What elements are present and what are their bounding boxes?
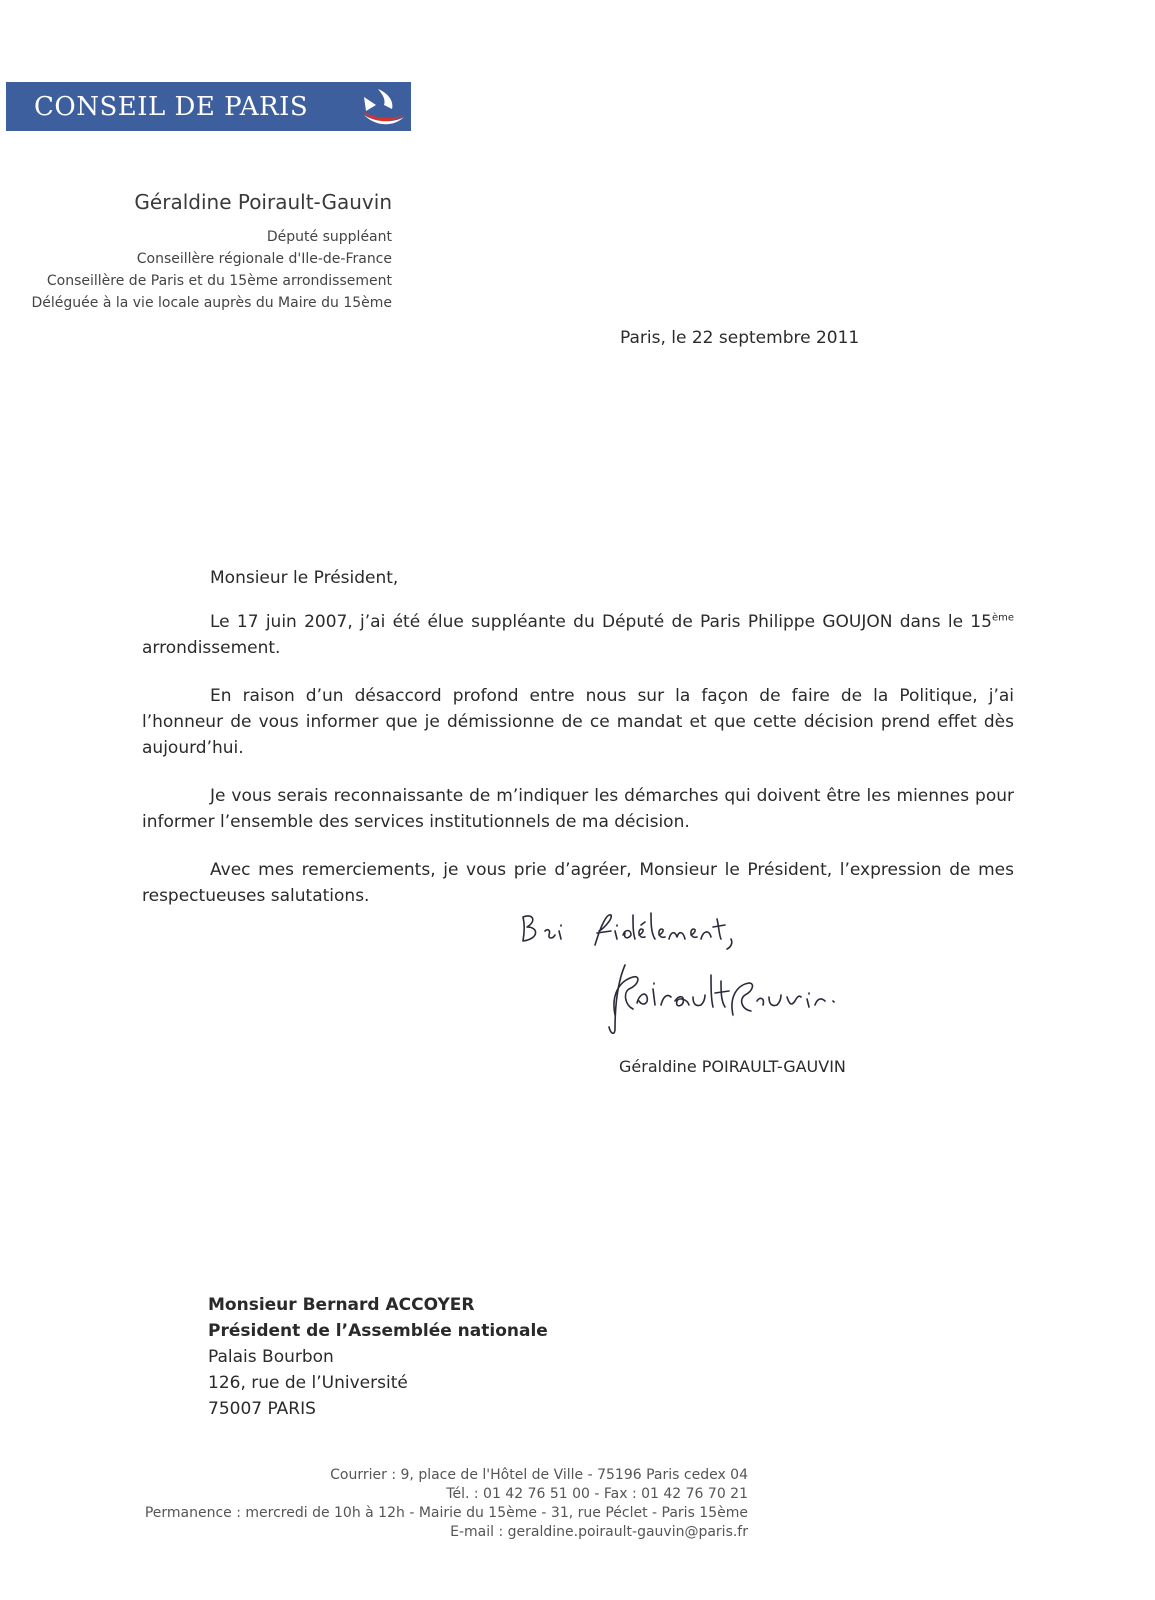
recipient-address-line: 126, rue de l’Université xyxy=(208,1373,408,1393)
handwritten-signature xyxy=(515,905,895,1035)
footer-email: E-mail : geraldine.poirault-gauvin@paris.fr xyxy=(450,1524,748,1540)
letter-date: Paris, le 22 septembre 2011 xyxy=(620,328,860,348)
recipient-address-line: Palais Bourbon xyxy=(208,1347,334,1367)
recipient-title: Président de l’Assemblée nationale xyxy=(208,1321,548,1341)
sender-title-line: Conseillère de Paris et du 15ème arrondissement xyxy=(46,273,392,289)
signer-name: Géraldine POIRAULT-GAUVIN xyxy=(619,1057,846,1076)
sender-block xyxy=(31,190,392,314)
paragraph-1 xyxy=(142,609,1014,661)
banner-title: CONSEIL DE PARIS xyxy=(34,91,309,122)
letter-body xyxy=(142,565,1014,931)
paragraph-1-text: Le 17 juin 2007, j’ai été élue suppléante du Député de Paris Philippe GOUJON dans le 15 xyxy=(210,612,992,632)
footer-office-hours: Permanence : mercredi de 10h à 12h - Mairie du 15ème - 31, rue Péclet - Paris 15ème xyxy=(144,1505,748,1521)
sender-title-line: Déléguée à la vie locale auprès du Maire du 15ème xyxy=(31,295,392,311)
paris-ship-emblem-icon xyxy=(358,85,410,128)
recipient-block xyxy=(208,1292,548,1422)
paragraph-3: Je vous serais reconnaissante de m’indiquer les démarches qui doivent être les miennes pour informer l’ensemble des services institutionnels de ma décision. xyxy=(142,786,1014,832)
sender-title-line: Conseillère régionale d'Ile-de-France xyxy=(136,251,392,267)
sender-name: Géraldine Poirault-Gauvin xyxy=(134,190,392,214)
footer-contact xyxy=(145,1466,748,1542)
salutation: Monsieur le Président, xyxy=(210,568,399,588)
paragraph-1-end: arrondissement. xyxy=(142,638,281,658)
paragraph-4: Avec mes remerciements, je vous prie d’agréer, Monsieur le Président, l’expression de mes respectueuses salutations. xyxy=(142,860,1014,906)
recipient-name: Monsieur Bernard ACCOYER xyxy=(208,1295,475,1315)
paragraph-2: En raison d’un désaccord profond entre nous sur la façon de faire de la Politique, j’ai l’honneur de vous informer que je démissionne de ce mandat et que cette décision prend effet dès aujourd’hui. xyxy=(142,686,1014,758)
ordinal-suffix: ème xyxy=(991,612,1014,624)
footer-mail-address: Courrier : 9, place de l'Hôtel de Ville - 75196 Paris cedex 04 xyxy=(330,1467,748,1483)
recipient-address-line: 75007 PARIS xyxy=(208,1399,316,1419)
header-banner xyxy=(6,82,411,131)
footer-phone-fax: Tél. : 01 42 76 51 00 - Fax : 01 42 76 70 21 xyxy=(446,1486,748,1502)
sender-title-line: Député suppléant xyxy=(266,229,392,245)
